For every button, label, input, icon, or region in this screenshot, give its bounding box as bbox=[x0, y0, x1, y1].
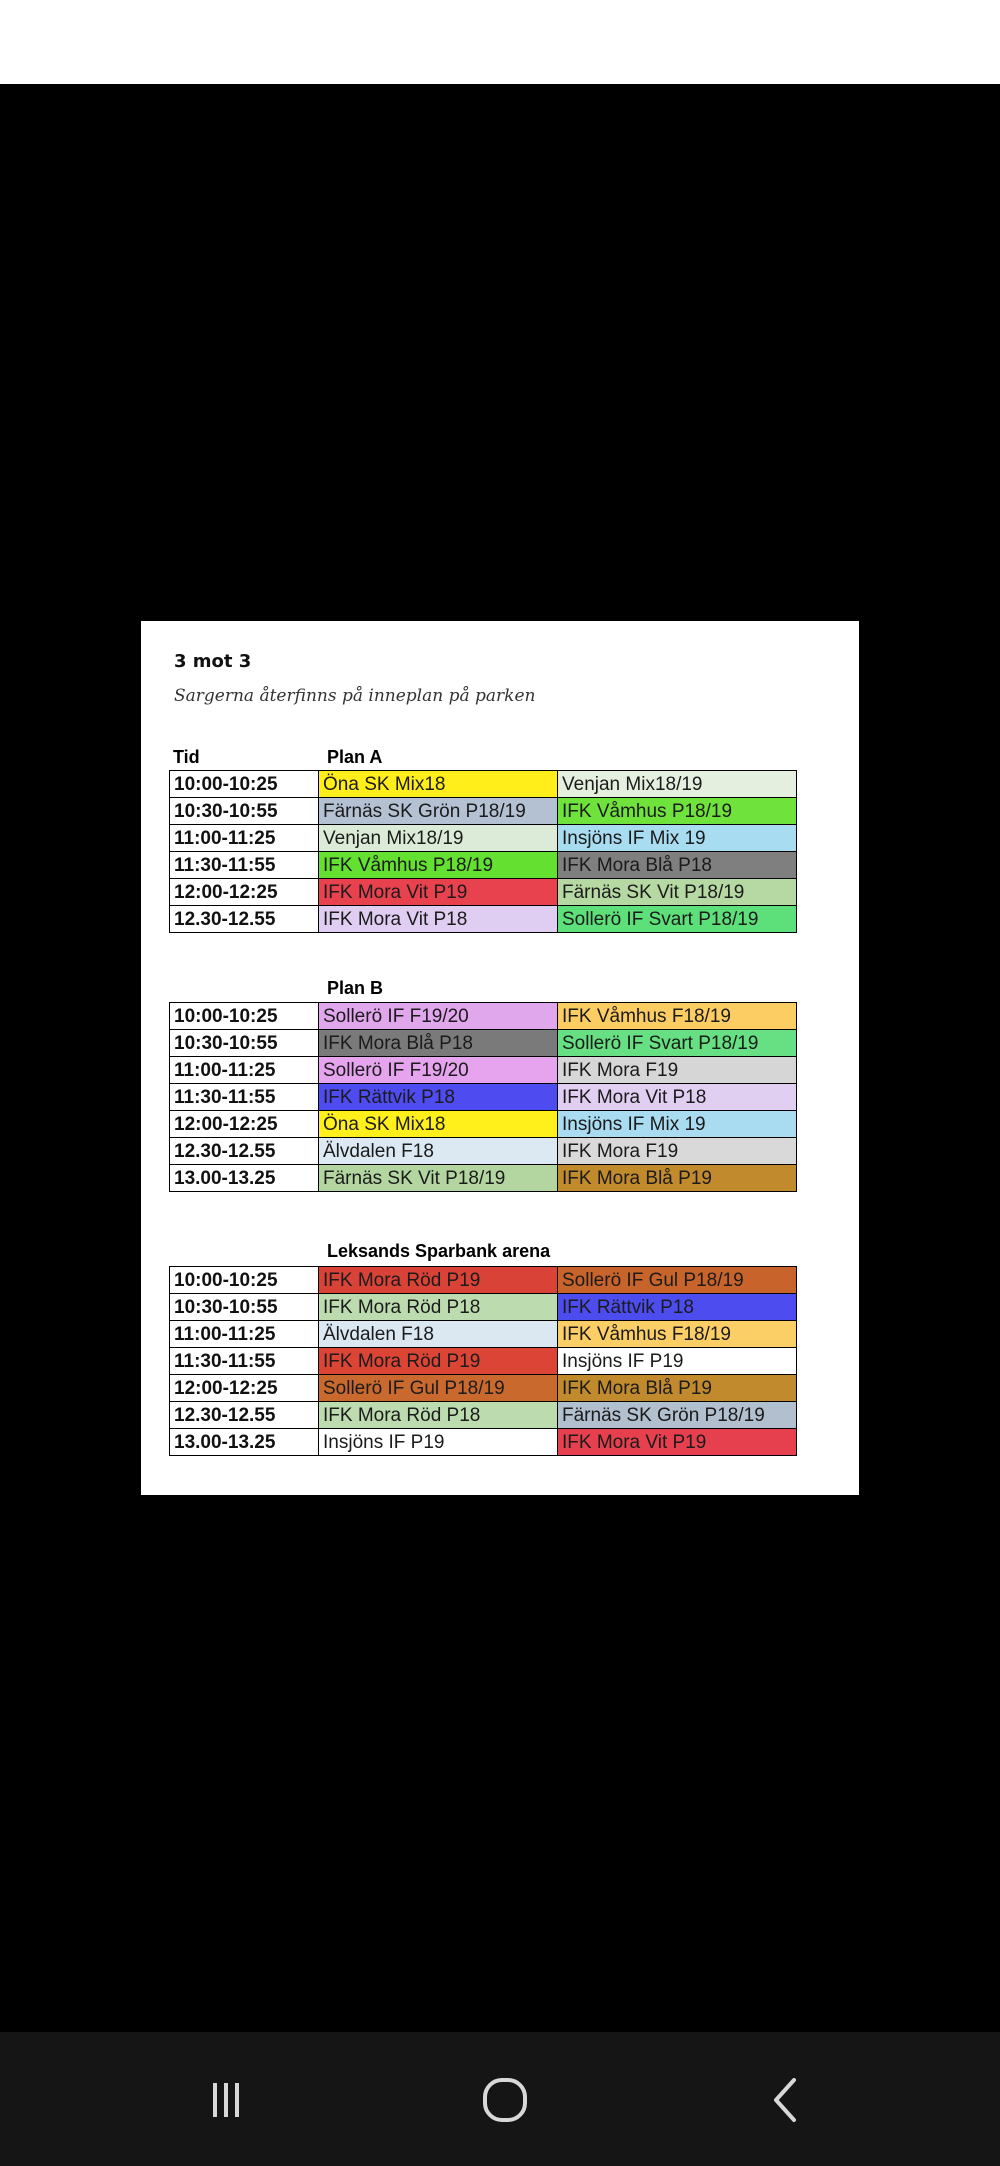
schedule-row bbox=[170, 1321, 797, 1348]
time-cell: 13.00-13.25 bbox=[170, 1165, 319, 1192]
away-team-cell: IFK Mora F19 bbox=[558, 1057, 797, 1084]
home-team-cell: Älvdalen F18 bbox=[319, 1321, 558, 1348]
home-team-cell: IFK Mora Röd P18 bbox=[319, 1402, 558, 1429]
doc-subtitle: Sargerna återfinns på inneplan på parken bbox=[174, 686, 536, 706]
time-cell: 12.30-12.55 bbox=[170, 1138, 319, 1165]
home-team-cell: Sollerö IF F19/20 bbox=[319, 1057, 558, 1084]
home-team-cell: Insjöns IF P19 bbox=[319, 1429, 558, 1456]
time-cell: 11:30-11:55 bbox=[170, 1348, 319, 1375]
away-team-cell: Färnäs SK Vit P18/19 bbox=[558, 879, 797, 906]
schedule-row bbox=[170, 906, 797, 933]
time-cell: 12:00-12:25 bbox=[170, 1375, 319, 1402]
time-cell: 12.30-12.55 bbox=[170, 1402, 319, 1429]
schedule-row bbox=[170, 1030, 797, 1057]
away-team-cell: IFK Våmhus F18/19 bbox=[558, 1321, 797, 1348]
home-team-cell: Färnäs SK Vit P18/19 bbox=[319, 1165, 558, 1192]
back-icon bbox=[756, 2070, 816, 2130]
time-column-header: Tid bbox=[173, 747, 200, 767]
away-team-cell: Venjan Mix18/19 bbox=[558, 771, 797, 798]
home-team-cell: Öna SK Mix18 bbox=[319, 771, 558, 798]
home-team-cell: Färnäs SK Grön P18/19 bbox=[319, 798, 558, 825]
schedule-row bbox=[170, 879, 797, 906]
schedule-row bbox=[170, 852, 797, 879]
away-team-cell: Insjöns IF Mix 19 bbox=[558, 825, 797, 852]
schedule-row bbox=[170, 1267, 797, 1294]
home-team-cell: Venjan Mix18/19 bbox=[319, 825, 558, 852]
away-team-cell: IFK Mora Vit P18 bbox=[558, 1084, 797, 1111]
schedule-row bbox=[170, 1294, 797, 1321]
time-cell: 10:30-10:55 bbox=[170, 1030, 319, 1057]
time-cell: 11:00-11:25 bbox=[170, 1321, 319, 1348]
home-team-cell: IFK Våmhus P18/19 bbox=[319, 852, 558, 879]
back-button[interactable] bbox=[746, 2060, 826, 2140]
schedule-row bbox=[170, 1375, 797, 1402]
away-team-cell: Insjöns IF Mix 19 bbox=[558, 1111, 797, 1138]
home-team-cell: IFK Mora Vit P19 bbox=[319, 879, 558, 906]
time-cell: 10:30-10:55 bbox=[170, 798, 319, 825]
time-cell: 11:30-11:55 bbox=[170, 852, 319, 879]
time-cell: 10:00-10:25 bbox=[170, 771, 319, 798]
home-team-cell: Sollerö IF F19/20 bbox=[319, 1003, 558, 1030]
time-cell: 13.00-13.25 bbox=[170, 1429, 319, 1456]
schedule-row bbox=[170, 825, 797, 852]
schedule-table-plan-b bbox=[169, 1002, 797, 1192]
schedule-row bbox=[170, 1402, 797, 1429]
time-cell: 10:30-10:55 bbox=[170, 1294, 319, 1321]
home-team-cell: Älvdalen F18 bbox=[319, 1138, 558, 1165]
section-label-plan-b: Plan B bbox=[327, 978, 384, 998]
schedule-row bbox=[170, 798, 797, 825]
away-team-cell: IFK Rättvik P18 bbox=[558, 1294, 797, 1321]
time-cell: 11:00-11:25 bbox=[170, 1057, 319, 1084]
away-team-cell: Sollerö IF Svart P18/19 bbox=[558, 1030, 797, 1057]
schedule-row bbox=[170, 1111, 797, 1138]
doc-title: 3 mot 3 bbox=[174, 651, 252, 672]
time-cell: 12:00-12:25 bbox=[170, 879, 319, 906]
away-team-cell: IFK Mora F19 bbox=[558, 1138, 797, 1165]
home-icon bbox=[475, 2070, 535, 2130]
away-team-cell: IFK Mora Blå P18 bbox=[558, 852, 797, 879]
schedule-row bbox=[170, 1429, 797, 1456]
schedule-image bbox=[141, 621, 859, 1495]
away-team-cell: Sollerö IF Gul P18/19 bbox=[558, 1267, 797, 1294]
home-team-cell: IFK Mora Blå P18 bbox=[319, 1030, 558, 1057]
recents-icon bbox=[196, 2070, 256, 2130]
time-cell: 11:30-11:55 bbox=[170, 1084, 319, 1111]
time-cell: 11:00-11:25 bbox=[170, 825, 319, 852]
schedule-row bbox=[170, 1138, 797, 1165]
home-team-cell: IFK Mora Röd P19 bbox=[319, 1267, 558, 1294]
away-team-cell: Sollerö IF Svart P18/19 bbox=[558, 906, 797, 933]
away-team-cell: IFK Mora Vit P19 bbox=[558, 1429, 797, 1456]
away-team-cell: IFK Mora Blå P19 bbox=[558, 1165, 797, 1192]
schedule-table-plan-a bbox=[169, 770, 797, 933]
home-team-cell: IFK Mora Röd P19 bbox=[319, 1348, 558, 1375]
home-team-cell: Öna SK Mix18 bbox=[319, 1111, 558, 1138]
time-cell: 12:00-12:25 bbox=[170, 1111, 319, 1138]
away-team-cell: IFK Mora Blå P19 bbox=[558, 1375, 797, 1402]
recents-button[interactable] bbox=[186, 2060, 266, 2140]
schedule-row bbox=[170, 1003, 797, 1030]
section-label-plan-a: Plan A bbox=[327, 747, 383, 767]
schedule-row bbox=[170, 1084, 797, 1111]
time-cell: 10:00-10:25 bbox=[170, 1003, 319, 1030]
schedule-row bbox=[170, 1057, 797, 1084]
away-team-cell: IFK Våmhus P18/19 bbox=[558, 798, 797, 825]
away-team-cell: Insjöns IF P19 bbox=[558, 1348, 797, 1375]
time-cell: 12.30-12.55 bbox=[170, 906, 319, 933]
home-team-cell: IFK Mora Vit P18 bbox=[319, 906, 558, 933]
away-team-cell: IFK Våmhus F18/19 bbox=[558, 1003, 797, 1030]
home-button[interactable] bbox=[465, 2060, 545, 2140]
status-bar bbox=[0, 0, 1000, 84]
schedule-table-leksands-arena bbox=[169, 1266, 797, 1456]
schedule-row bbox=[170, 1165, 797, 1192]
home-team-cell: Sollerö IF Gul P18/19 bbox=[319, 1375, 558, 1402]
schedule-row bbox=[170, 771, 797, 798]
schedule-row bbox=[170, 1348, 797, 1375]
section-label-leksands-arena: Leksands Sparbank arena bbox=[327, 1241, 551, 1261]
home-team-cell: IFK Rättvik P18 bbox=[319, 1084, 558, 1111]
away-team-cell: Färnäs SK Grön P18/19 bbox=[558, 1402, 797, 1429]
time-cell: 10:00-10:25 bbox=[170, 1267, 319, 1294]
home-team-cell: IFK Mora Röd P18 bbox=[319, 1294, 558, 1321]
